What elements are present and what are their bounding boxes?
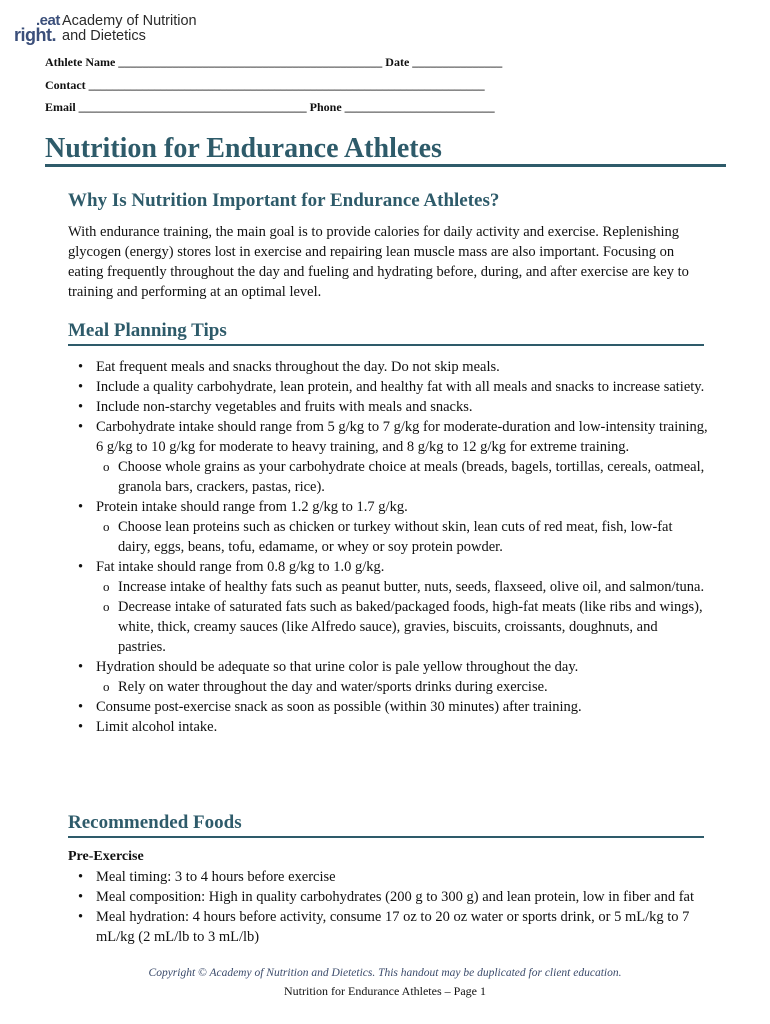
- list-item: • Meal timing: 3 to 4 hours before exercise: [68, 867, 708, 887]
- list-item-text: Protein intake should range from 1.2 g/kg to 1.7 g/kg.: [96, 499, 408, 515]
- sub-list-item: o Decrease intake of saturated fats such as baked/packaged foods, high-fat meats (like ribs and wings), white, thick, creamy sauces (like Alfredo sauce), gravies, biscuits, croissants, doughnuts, and pastries.: [96, 597, 708, 657]
- logo-right-text: right.: [14, 25, 56, 45]
- recommended-foods-rule: [68, 836, 704, 838]
- sub-list-item: o Choose whole grains as your carbohydrate choice at meals (breads, bagels, tortillas, cereals, oatmeal, granola bars, crackers, pastas, rice).: [96, 457, 708, 497]
- list-item: [68, 417, 708, 497]
- eatright-logo: [14, 12, 214, 48]
- list-item: [68, 397, 708, 417]
- athlete-name-date-line: Athlete Name ____________________________________________ Date _______________: [45, 55, 503, 69]
- sub-list: [96, 577, 708, 657]
- sub-list-item: o Increase intake of healthy fats such as peanut butter, nuts, seeds, flaxseed, olive oil, and salmon/tuna.: [96, 577, 708, 597]
- meal-planning-rule: [68, 344, 704, 346]
- sub-list-item: o Choose lean proteins such as chicken or turkey without skin, lean cuts of red meat, fish, low-fat dairy, eggs, beans, tofu, edamame, or whey or soy protein powder.: [96, 517, 708, 557]
- contact-line: Contact __________________________________________________________________: [45, 78, 485, 92]
- list-item-text: Include a quality carbohydrate, lean protein, and healthy fat with all meals and snacks to increase satiety.: [96, 379, 705, 395]
- email-phone-line: Email ______________________________________ Phone _________________________: [45, 100, 495, 114]
- logo-org-line2: and Dietetics: [62, 28, 146, 44]
- list-item: • Meal composition: High in quality carbohydrates (200 g to 300 g) and lean protein, low in fiber and fat: [68, 887, 708, 907]
- sub-list: [96, 517, 708, 557]
- list-item-text: Carbohydrate intake should range from 5 g/kg to 7 g/kg for moderate-duration and low-intensity training, 6 g/kg to 10 g/kg for moderate to heavy training, and 8 g/kg to 12 g/kg for extreme training.: [96, 419, 708, 455]
- section-why-paragraph: With endurance training, the main goal is to provide calories for daily activity and exercise. Replenishing glycogen (energy) stores lost in exercise and repairing lean muscle mass are also important. Focusing on eating frequently throughout the day and fueling and hydrating before, during, and after exercise are key to training and performing at an optimal level.: [68, 224, 689, 300]
- list-item: [68, 657, 708, 697]
- list-item-text: Hydration should be adequate so that urine color is pale yellow throughout the day.: [96, 659, 579, 675]
- logo-org-line1: Academy of Nutrition: [62, 13, 197, 29]
- meal-planning-list: [68, 357, 708, 737]
- sub-list: [96, 457, 708, 497]
- list-item-text: Eat frequent meals and snacks throughout the day. Do not skip meals.: [96, 359, 500, 375]
- section-heading-why: Why Is Nutrition Important for Endurance Athletes?: [68, 190, 500, 211]
- list-item: [68, 377, 708, 397]
- copyright-notice: Copyright © Academy of Nutrition and Dietetics. This handout may be duplicated for client education.: [148, 967, 622, 979]
- list-item: [68, 697, 708, 717]
- page-footer: Nutrition for Endurance Athletes – Page 1: [284, 984, 486, 998]
- list-item-text: Consume post-exercise snack as soon as possible (within 30 minutes) after training.: [96, 699, 582, 715]
- pre-exercise-label: Pre-Exercise: [68, 849, 144, 864]
- sub-list: [96, 677, 708, 697]
- list-item-text: Include non-starchy vegetables and fruits with meals and snacks.: [96, 399, 473, 415]
- list-item-text: Limit alcohol intake.: [96, 719, 218, 735]
- list-item: • Meal hydration: 4 hours before activity, consume 17 oz to 20 oz water or sports drink, or 5 mL/kg to 7 mL/kg (2 mL/lb to 3 mL/lb): [68, 907, 708, 947]
- sub-list-item: o Rely on water throughout the day and water/sports drinks during exercise.: [96, 677, 708, 697]
- section-heading-meal-planning: Meal Planning Tips: [68, 320, 227, 341]
- list-item: [68, 717, 708, 737]
- list-item: [68, 557, 708, 657]
- title-rule: [45, 164, 726, 167]
- pre-exercise-list: [68, 867, 708, 947]
- section-heading-recommended-foods: Recommended Foods: [68, 812, 242, 833]
- logo-eat-text: .eat: [36, 12, 60, 29]
- page-title: Nutrition for Endurance Athletes: [45, 133, 442, 164]
- list-item: [68, 497, 708, 557]
- list-item-text: Fat intake should range from 0.8 g/kg to 1.0 g/kg.: [96, 559, 385, 575]
- list-item: [68, 357, 708, 377]
